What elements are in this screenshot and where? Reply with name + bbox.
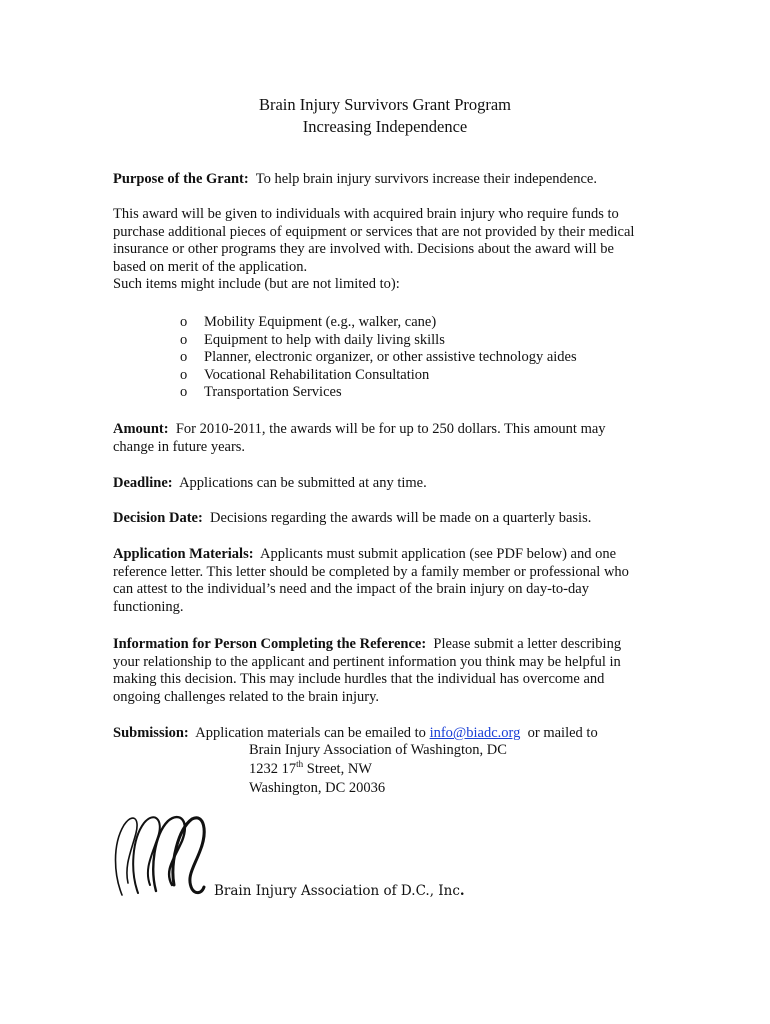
reference-line: making this decision. This may include hurdles that the individual has overcome and [113,671,605,688]
materials-section: Application Materials: Applicants must submit application (see PDF below) and one reference letter. This letter should be completed by a family member or professional who can attest to the individual’s need and the impact of the brain injury on day-to-day functioning. [113,546,673,616]
award-line: insurance or other programs they are involved with. Decisions about the award will be [113,241,614,258]
list-item: o Planner, electronic organizer, or other assistive technology aides [180,349,577,366]
amount-text: change in future years. [113,438,246,455]
reference-section: Information for Person Completing the Reference: Please submit a letter describing your relationship to the applicant and pertinent information you think may be helpful in making this decision. This may include hurdles that the individual has overcome and ongoing challenges related to the brain injury. [113,636,673,706]
award-line: This award will be given to individuals with acquired brain injury who require funds to [113,206,619,222]
award-line: Such items might include (but are not limited to): [113,276,400,293]
amount-section [113,421,673,456]
materials-line: reference letter. This letter should be completed by a family member or professional who [113,563,629,580]
reference-line: your relationship to the applicant and pertinent information you think may be helpful in [113,653,621,670]
organization-logo-icon [110,805,210,900]
award-line: purchase additional pieces of equipment or services that are not provided by their medical [113,223,635,240]
bullet-icon: o [180,331,188,348]
address-line: Brain Injury Association of Washington, DC [249,742,507,758]
bullet-icon: o [180,349,188,366]
deadline-text: Applications can be submitted at any time. [179,475,427,491]
decision-section [113,510,673,528]
list-item: o Transportation Services [180,384,342,401]
amount-label: Amount: [113,421,169,437]
reference-line: ongoing challenges related to the brain injury. [113,688,380,705]
deadline-section [113,475,673,493]
bullet-icon: o [180,366,188,383]
decision-text: Decisions regarding the awards will be made on a quarterly basis. [210,510,592,526]
award-section [113,206,673,294]
list-item: o Mobility Equipment (e.g., walker, cane) [180,314,437,330]
award-line: based on merit of the application. [113,258,308,275]
submission-label: Submission: [113,725,189,741]
materials-line: can attest to the individual’s need and the impact of the brain injury on day-to-day [113,581,589,598]
purpose-label: Purpose of the Grant: [113,171,249,187]
materials-line: functioning. [113,598,184,615]
submission-section: Submission: Application materials can be emailed to info@biadc.org or mailed to [113,725,598,741]
list-item: o Equipment to help with daily living skills [180,331,445,348]
purpose-text: To help brain injury survivors increase their independence. [255,171,597,187]
items-list [180,314,577,402]
mailing-address [249,741,507,798]
materials-label: Application Materials: [113,546,254,562]
address-line: 1232 17th Street, NW [249,759,372,777]
organization-name: Brain Injury Association of D.C., Inc. [214,883,465,899]
deadline-label: Deadline: [113,475,173,491]
reference-label: Information for Person Completing the Reference: [113,636,427,652]
bullet-icon: o [180,384,188,401]
decision-label: Decision Date: [113,510,203,526]
address-line: Washington, DC 20036 [249,780,386,796]
document-subtitle: Increasing Independence [302,117,468,136]
document-title: Brain Injury Survivors Grant Program [258,95,512,114]
bullet-icon: o [180,314,188,330]
title-block [0,94,770,138]
email-link[interactable]: info@biadc.org [429,725,521,741]
amount-text: For 2010-2011, the awards will be for up to 250 dollars. This amount may [175,421,606,437]
purpose-section [113,171,673,189]
list-item: o Vocational Rehabilitation Consultation [180,366,430,383]
